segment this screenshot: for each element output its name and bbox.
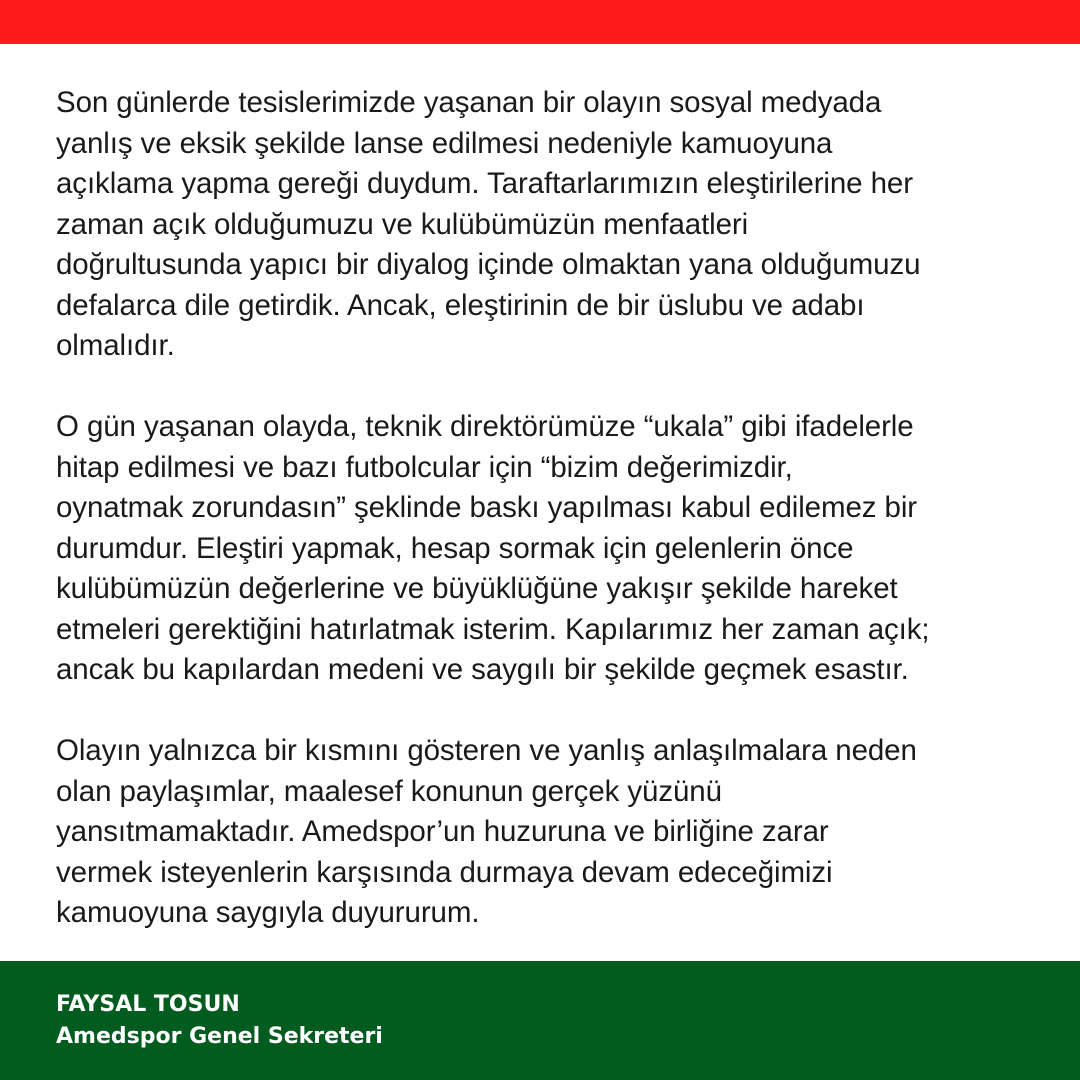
- statement-paragraph-2: O gün yaşanan olayda, teknik direktörümüze “ukala” gibi ifadelerle hitap edilmesi ve bazı futbolcular için “bizim değerimizdir, oynatmak zorundasın” şeklinde baskı yapılması kabul edilemez bir durumdur. Eleştiri yapmak, hesap sormak için gelenlerin önce kulübümüzün değerlerine ve büyüklüğüne yakışır şekilde hareket etmeleri gerektiğini hatırlatmak isterim. Kapılarımız her zaman açık; ancak bu kapılardan medeni ve saygılı bir şekilde geçmek esastır.: [56, 410, 930, 686]
- statement-body: [56, 83, 1036, 974]
- signature-block: [56, 989, 383, 1053]
- signature-name: FAYSAL TOSUN: [56, 992, 240, 1017]
- statement-paragraph-1: Son günlerde tesislerimizde yaşanan bir olayın sosyal medyada yanlış ve eksik şekilde lanse edilmesi nedeniyle kamuoyuna açıklama yapma gereği duydum. Taraftarlarımızın eleştirilerine her zaman açık olduğumuzu ve kulübümüzün menfaatleri doğrultusunda yapıcı bir diyalog içinde olmaktan yana olduğumuzu defalarca dile getirdik. Ancak, eleştirinin de bir üslubu ve adabı olmalıdır.: [56, 86, 921, 362]
- signature-title: Amedspor Genel Sekreteri: [56, 1024, 383, 1049]
- top-red-bar: [0, 0, 1080, 44]
- statement-paragraph-3: Olayın yalnızca bir kısmını gösteren ve yanlış anlaşılmalara neden olan paylaşımlar, maalesef konunun gerçek yüzünü yansıtmamaktadır. Amedspor’un huzuruna ve birliğine zarar vermek isteyenlerin karşısında durmaya devam edeceğimizi kamuoyuna saygıyla duyururum.: [56, 734, 917, 929]
- bottom-green-bar: [0, 961, 1080, 1080]
